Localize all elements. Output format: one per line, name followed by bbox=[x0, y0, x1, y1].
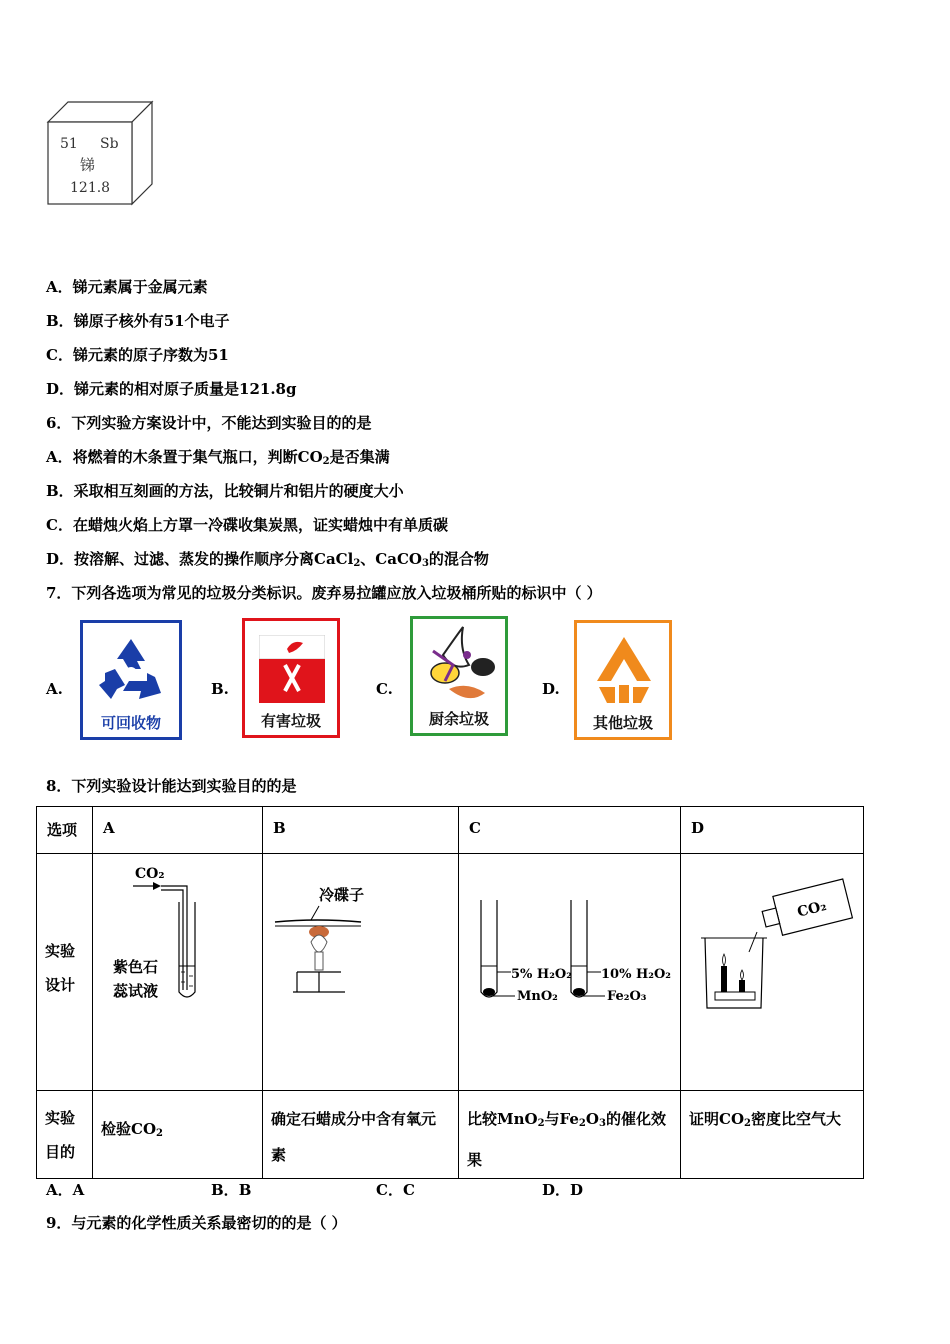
kitchen-waste-label: 厨余垃圾 bbox=[428, 710, 489, 728]
q9-stem: 9．与元素的化学性质关系最密切的的是（ ） bbox=[46, 1214, 347, 1232]
co2-pouring-figure bbox=[681, 854, 861, 1086]
svg-text:Fe₂O₃: Fe₂O₃ bbox=[607, 989, 647, 1004]
row-design-label: 实验 设计 bbox=[37, 854, 93, 1091]
q8-answer-d: D．D bbox=[542, 1181, 584, 1199]
element-mass: 121.8 bbox=[70, 180, 111, 196]
svg-text:5% H₂O₂: 5% H₂O₂ bbox=[511, 967, 572, 982]
design-d bbox=[681, 854, 864, 1091]
q6-stem: 6．下列实验方案设计中，不能达到实验目的的是 bbox=[46, 414, 372, 432]
food-waste-icon bbox=[423, 625, 499, 705]
svg-text:蕊试液: 蕊试液 bbox=[113, 982, 159, 1000]
header-option: 选项 bbox=[37, 807, 93, 854]
other-waste-label: 其他垃圾 bbox=[592, 714, 653, 732]
purpose-d: 证明$CO_2$密度比空气大 bbox=[681, 1091, 864, 1179]
q6-option-a: A．将燃着的木条置于集气瓶口，判断$CO_2$是否集满 bbox=[46, 448, 390, 467]
purpose-c: 比较MnO$_2$与$Fe_2O_3$的催化效果 bbox=[459, 1091, 681, 1179]
header-b: B bbox=[263, 807, 459, 854]
q8-answer-a: A．A bbox=[46, 1181, 85, 1199]
q7-letter-d: D. bbox=[542, 680, 560, 698]
q7-letter-c: C. bbox=[376, 680, 393, 698]
q5-option-c: C．锑元素的原子序数为51 bbox=[46, 346, 229, 364]
element-card bbox=[44, 98, 156, 206]
q7-letter-b: B. bbox=[211, 680, 229, 698]
other-waste-icon bbox=[593, 633, 655, 705]
co2-test-tube-figure bbox=[93, 854, 261, 1086]
svg-text:冷碟子: 冷碟子 bbox=[319, 886, 365, 904]
svg-text:CO₂: CO₂ bbox=[795, 898, 829, 921]
svg-text:CO₂: CO₂ bbox=[135, 866, 165, 882]
svg-text:10% H₂O₂: 10% H₂O₂ bbox=[601, 967, 671, 982]
q6-option-d: D．按溶解、过滤、蒸发的操作顺序分离CaCl$_2$、CaCO$_3$的混合物 bbox=[46, 550, 489, 569]
purpose-a: 检验$CO_2$ bbox=[93, 1091, 263, 1179]
element-symbol: Sb bbox=[100, 136, 119, 152]
q5-option-d: D．锑元素的相对原子质量是121.8g bbox=[46, 380, 297, 398]
q7-stem: 7．下列各选项为常见的垃圾分类标识。废弃易拉罐应放入垃圾桶所贴的标识中（ ） bbox=[46, 584, 602, 602]
hazard-icon bbox=[259, 635, 325, 703]
header-d: D bbox=[681, 807, 864, 854]
q8-table bbox=[36, 806, 864, 1179]
candle-cold-dish-figure bbox=[263, 854, 457, 1086]
design-b bbox=[263, 854, 459, 1091]
recycle-icon bbox=[95, 633, 167, 705]
element-number: 51 bbox=[60, 136, 78, 152]
row-purpose-label: 实验 目的 bbox=[37, 1091, 93, 1179]
q6-option-b: B．采取相互刻画的方法，比较铜片和铝片的硬度大小 bbox=[46, 482, 404, 500]
purpose-b: 确定石蜡成分中含有氧元素 bbox=[263, 1091, 459, 1179]
recyclable-sign bbox=[80, 620, 182, 740]
design-c bbox=[459, 854, 681, 1091]
other-waste-sign bbox=[574, 620, 672, 740]
header-c: C bbox=[459, 807, 681, 854]
header-a: A bbox=[93, 807, 263, 854]
svg-text:紫色石: 紫色石 bbox=[113, 958, 159, 976]
kitchen-waste-sign bbox=[410, 616, 508, 736]
element-name: 锑 bbox=[80, 156, 96, 174]
hazardous-label: 有害垃圾 bbox=[260, 712, 321, 730]
q6-option-c: C．在蜡烛火焰上方罩一冷碟收集炭黑，证实蜡烛中有单质碳 bbox=[46, 516, 448, 534]
svg-text:MnO₂: MnO₂ bbox=[517, 989, 558, 1004]
hazardous-sign bbox=[242, 618, 340, 738]
q5-option-b: B．锑原子核外有51个电子 bbox=[46, 312, 230, 330]
q8-answer-c: C．C bbox=[376, 1181, 415, 1199]
q5-option-a: A．锑元素属于金属元素 bbox=[46, 278, 208, 296]
q8-answer-b: B．B bbox=[211, 1181, 252, 1199]
q7-letter-a: A. bbox=[46, 680, 63, 698]
recyclable-label: 可回收物 bbox=[100, 714, 161, 732]
q8-stem: 8．下列实验设计能达到实验目的的是 bbox=[46, 777, 297, 795]
design-a bbox=[93, 854, 263, 1091]
catalyst-comparison-figure bbox=[459, 854, 679, 1086]
